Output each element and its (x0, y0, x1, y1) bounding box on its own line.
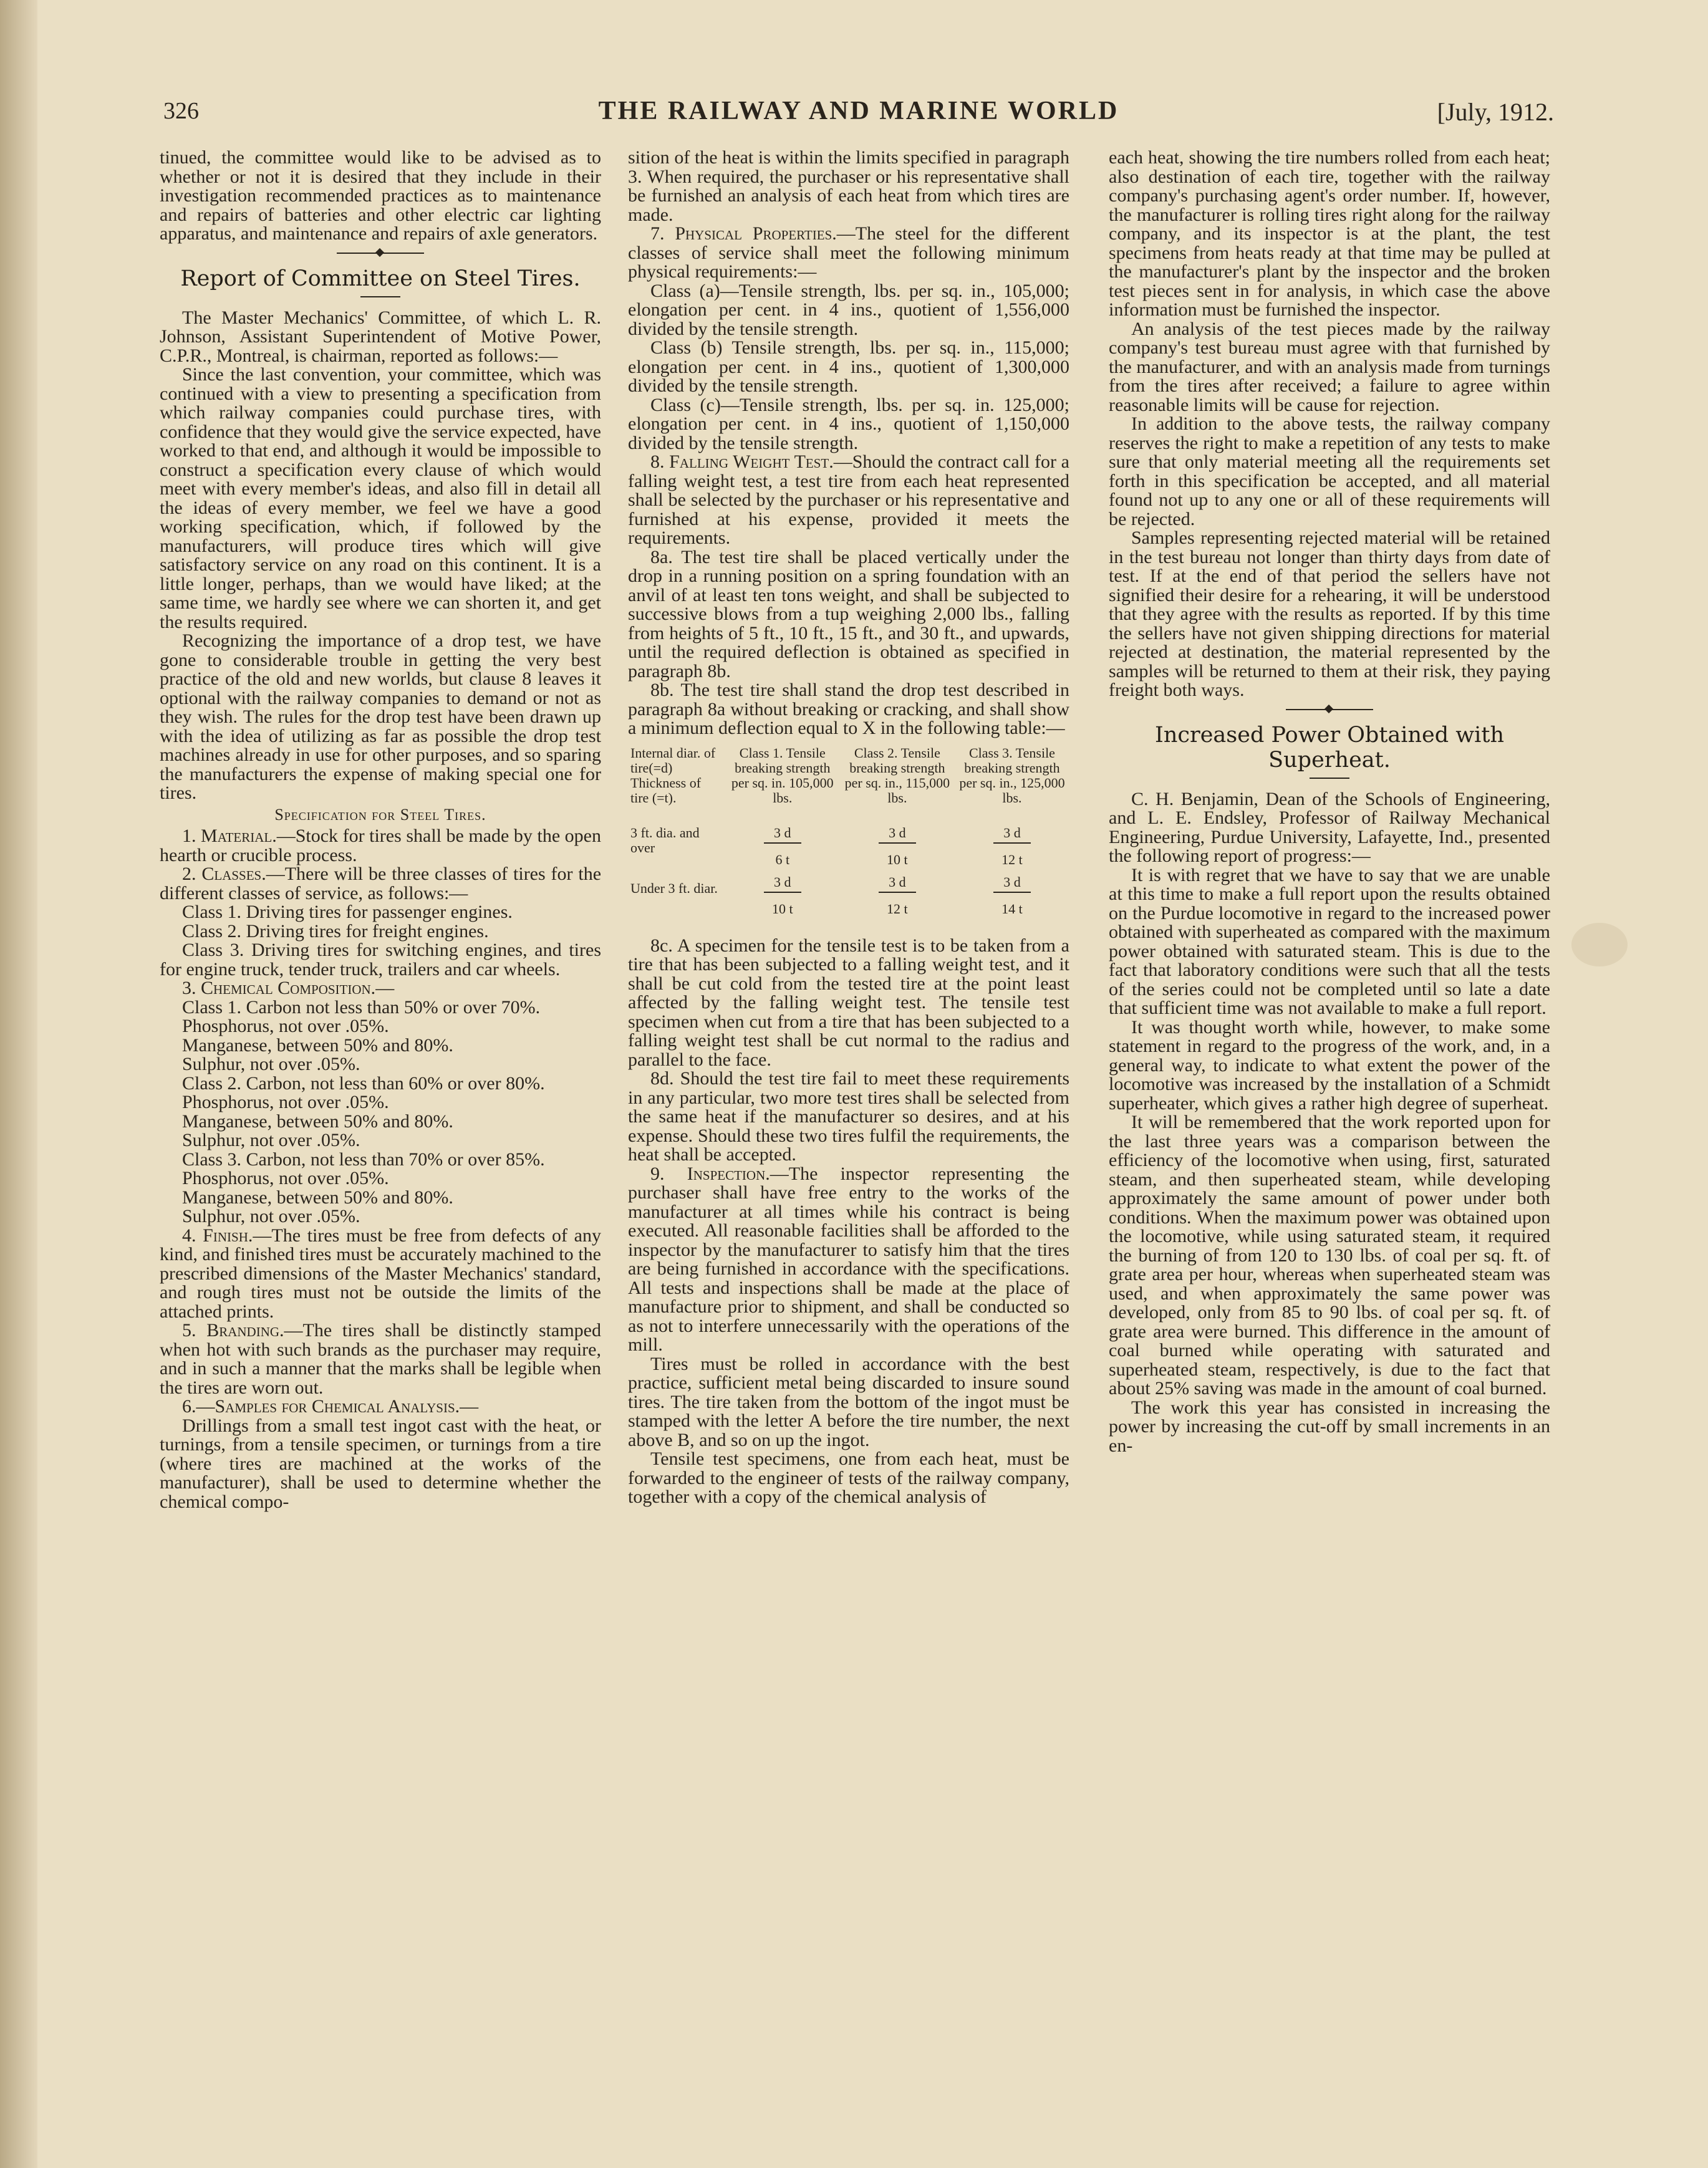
clause-text: —The tires shall be distinctly stamped when hot with such brands as the purchaser may require, and in such a manner that the marks shall be legible when the tires are worn out. (160, 1320, 601, 1398)
table-cell (725, 869, 840, 918)
clause-text: —The steel for the different classes of service shall meet the following minimum physical requirements:— (628, 223, 1069, 282)
paragraph: Drillings from a small test ingot cast with the heat, or turnings, from a tensile specimen, or turnings from a tire (where tires are machined at the works of the manufacturer), shall be used to determine whether the chemical compo- (160, 1415, 601, 1512)
clause (160, 1226, 601, 1322)
paper-stain (1571, 923, 1628, 966)
fraction (879, 875, 916, 917)
table-row (628, 807, 1069, 869)
list-item: Class 2. Driving tires for freight engines. (182, 920, 489, 942)
heading-rule (1310, 778, 1349, 779)
denominator: 10 t (771, 900, 793, 917)
list-item: Class (a)—Tensile strength, lbs. per sq. in., 105,000; elongation per cent. in 4 ins., quotient of 1,556,000 divided by the tensile strength. (628, 280, 1069, 339)
fraction (764, 875, 801, 917)
table-header-cell: Internal diar. of tire(=d) Thickness of tire (=t). (630, 744, 716, 806)
table-header-cell: Class 2. Tensile breaking strength per sq. in., 115,000 lbs. (844, 744, 950, 806)
clause-label: 5. Branding. (182, 1320, 284, 1341)
fraction (879, 826, 916, 867)
list-item: Class 2. Carbon, not less than 60% or over 80%. (182, 1072, 545, 1094)
paragraph: Recognizing the importance of a drop test, we have gone to considerable trouble in getting the very best practice of the old and new worlds, but clause 8 leaves it optional with the railway companies to demand or not as they wish. The rules for the drop test have been drawn up with the idea of utilizing as far as possible the drop test machines already in use for other purposes, and so sparing the manufacturers the expense of making special one for tires. (160, 630, 601, 803)
paragraph: 8c. A specimen for the tensile test is to be taken from a tire that has been subjected to a falling weight test, and it shall be cut cold from the tested tire at the point least affected by the falling weight test. The tensile test specimen when cut from a tire that has been subjected to a falling weight test shall be cut normal to the radius and parallel to the face. (628, 935, 1069, 1070)
table-cell (840, 869, 955, 918)
column-3 (1109, 148, 1550, 2144)
clause (160, 979, 601, 998)
heading-rule (360, 296, 400, 297)
clause-text: —Stock for tires shall be made by the open hearth or crucible process. (160, 826, 601, 865)
table-header-cell: Class 1. Tensile breaking strength per sq. in. 105,000 lbs. (731, 744, 834, 806)
list-item: Sulphur, not over .05%. (182, 1206, 360, 1226)
list-item: Sulphur, not over .05%. (182, 1130, 360, 1150)
list-item: Phosphorus, not over .05%. (182, 1016, 389, 1036)
table-header-row (628, 744, 1069, 807)
list-item: Manganese, between 50% and 80%. (182, 1034, 453, 1056)
list-item: Class (c)—Tensile strength, lbs. per sq. in. 125,000; elongation per cent. in 4 ins., quotient of 1,150,000 divided by the tensile strength. (628, 394, 1069, 453)
clause-text: — (375, 978, 395, 998)
article-heading: Increased Power Obtained with Superheat. (1155, 722, 1504, 773)
clause-label: 3. Chemical Composition. (182, 978, 376, 998)
table-cell (955, 807, 1069, 869)
clause (160, 827, 601, 865)
numerator: 3 d (993, 875, 1031, 893)
clause-text: — (460, 1396, 479, 1417)
table-row (628, 869, 1069, 918)
paragraph: sition of the heat is within the limits specified in paragraph 3. When required, the purchaser or his representative shall be furnished an analysis of each heat from which tires are made. (628, 148, 1069, 225)
paragraph: each heat, showing the tire numbers rolled from each heat; also destination of each tire, together with the railway company's purchasing agent's order number. If, however, the manufacturer is rolling tires right along for the railway company, and its inspector is at the plant, the test specimens from heats ready at that time may be pulled at the manufacturer's plant by the inspector and the broken test pieces sent in for analysis, in which case the above information must be furnished the inspector. (1109, 148, 1550, 320)
paragraph: It was thought worth while, however, to make some statement in regard to the progress of the work, and, in a general way, to indicate to what extent the power of the locomotive was increased by the installation of a Schmidt superheater, which gives a rather high degree of superheat. (1109, 1016, 1550, 1114)
table-row-label: Under 3 ft. diar. (630, 880, 718, 896)
numerator: 3 d (764, 826, 801, 844)
fraction (993, 826, 1031, 867)
denominator: 6 t (775, 851, 790, 867)
list-item: Phosphorus, not over .05%. (182, 1092, 389, 1112)
paragraph: In addition to the above tests, the railway company reserves the right to make a repetition of any tests to make sure that only material meeting all the requirements set forth in this specification be accepted, and all material found not up to any one or all of these requirements will be rejected. (1109, 413, 1550, 529)
page-header (163, 92, 1554, 136)
numerator: 3 d (993, 826, 1031, 844)
table-cell (840, 807, 955, 869)
clause-label: 6.—Samples for Chemical Analysis. (182, 1396, 460, 1417)
paragraph: Tensile test specimens, one from each heat, must be forwarded to the engineer of tests of the railway company, together with a copy of the chemical analysis of (628, 1448, 1069, 1507)
clause (628, 1165, 1069, 1355)
clause-label: 7. Physical Properties. (650, 223, 837, 244)
column-2 (628, 148, 1069, 2144)
clause-label: 8. Falling Weight Test. (650, 451, 834, 472)
paragraph: Tires must be rolled in accordance with the best practice, sufficient metal being discarded to insure sound tires. The tire taken from the bottom of the ingot must be stamped with the letter A before the tire number, the next above B, and so on up the ingot. (628, 1353, 1069, 1450)
clause-label: 1. Material. (182, 826, 277, 846)
page-binding-edge (0, 0, 37, 2168)
deflection-table (628, 744, 1069, 918)
paragraph: 8b. The test tire shall stand the drop test described in paragraph 8a without breaking or cracking, and shall show a minimum deflection equal to X in the following table:— (628, 680, 1069, 738)
table-cell (955, 869, 1069, 918)
issue-date: [July, 1912. (1437, 98, 1554, 126)
paragraph: Samples representing rejected material will be retained in the test bureau not longer than thirty days from date of test. If at the end of that period the sellers have not signified their desire for a rehearing, it will be understood that they agree with the results as reported. If by this time the sellers have not given shipping directions for material rejected at destination, the material represented by the samples will be returned to them at their risk, they paying freight both ways. (1109, 528, 1550, 700)
list-item: Class 3. Carbon, not less than 70% or over 85%. (182, 1149, 545, 1170)
table-cell (725, 807, 840, 869)
clause-text: —There will be three classes of tires for the different classes of service, as follows:— (160, 864, 601, 903)
paragraph: Since the last convention, your committee, which was continued with a view to presenting a specification from which railway companies could purchase tires, with confidence that they would give the service expected, have worked to that end, and although it would be impossible to construct a specification every clause of which would meet with every member's ideas, and also fill in detail all the ideas of every member, we feel we have a good working specification, which, if followed by the manufacturers, will produce tires which will give satisfactory service on any road on this continent. It is a little longer, perhaps, than we would have liked; at the same time, we hardly see where we can shorten it, and get the results required. (160, 364, 601, 632)
section-divider (337, 253, 424, 254)
paragraph: An analysis of the test pieces made by the railway company's test bureau must agree with that furnished by the manufacturer, and with an analysis made from turnings from the tires after received; a failure to agree within reasonable limits will be cause for rejection. (1109, 318, 1550, 415)
list-item: Manganese, between 50% and 80%. (182, 1187, 453, 1208)
publication-title: THE RAILWAY AND MARINE WORLD (598, 97, 1119, 125)
list-item: Manganese, between 50% and 80%. (182, 1110, 453, 1132)
clause (160, 865, 601, 903)
clause (628, 453, 1069, 548)
paragraph: It is with regret that we have to say that we are unable at this time to make a full report upon the results obtained on the Purdue locomotive in regard to the increased power obtained with superheated as compared with the maximum power obtained with saturated steam. This is due to the fact that laboratory conditions were such that all the tests of the series could not be completed until so late a date that sufficient time was not available to make a full report. (1109, 864, 1550, 1018)
list-item: Class (b) Tensile strength, lbs. per sq. in., 115,000; elongation per cent. in 4 ins., quotient of 1,300,000 divided by the tensile strength. (628, 337, 1069, 396)
clause (160, 1321, 601, 1397)
article-heading: Report of Committee on Steel Tires. (180, 266, 581, 291)
list-item: Class 3. Driving tires for switching engines, and tires for engine truck, tender truck, trailers and car wheels. (160, 940, 601, 980)
table-row-label: 3 ft. dia. and over (630, 824, 700, 855)
denominator: 12 t (887, 900, 908, 917)
denominator: 12 t (1001, 851, 1023, 867)
paragraph: tinued, the committee would like to be advised as to whether or not it is desired that they include in their investigation recommended practices as to maintenance and repairs of batteries and other electric car lighting apparatus, and maintenance and repairs of axle generators. (160, 148, 601, 244)
clause-text: —The tires must be free from defects of any kind, and finished tires must be accurately machined to the prescribed dimensions of the Master Mechanics' standard, and rough tires must not be outside the limits of the attached prints. (160, 1225, 601, 1322)
table-header-cell: Class 3. Tensile breaking strength per sq. in., 125,000 lbs. (959, 744, 1065, 806)
numerator: 3 d (764, 875, 801, 893)
list-item: Class 1. Carbon not less than 50% or over 70%. (182, 996, 541, 1018)
list-item: Sulphur, not over .05%. (182, 1054, 360, 1074)
clause (160, 1397, 601, 1417)
subheading: Specification for Steel Tires. (274, 805, 486, 824)
list-item: Phosphorus, not over .05%. (182, 1168, 389, 1188)
column-1 (160, 148, 601, 2144)
section-divider (1286, 709, 1373, 710)
numerator: 3 d (879, 875, 916, 893)
paragraph: The work this year has consisted in increasing the power by increasing the cut-off by small increments in an en- (1109, 1397, 1550, 1456)
clause-text: —Should the contract call for a falling weight test, a test tire from each heat represented shall be selected by the purchaser or his representative and furnished at his expense, provided it meets the requirements. (628, 451, 1069, 548)
denominator: 10 t (887, 851, 908, 867)
paragraph: 8a. The test tire shall be placed vertically under the drop in a running position on a spring foundation with an anvil of at least ten tons weight, and shall be subjected to successive blows from a tup weighing 2,000 lbs., falling from heights of 5 ft., 10 ft., 15 ft., and 30 ft., and upwards, until the required deflection is obtained as specified in paragraph 8b. (628, 546, 1069, 682)
paragraph: C. H. Benjamin, Dean of the Schools of Engineering, and L. E. Endsley, Professor of Railway Mechanical Engineering, Purdue University, Lafayette, Ind., presented the following report of progress:— (1109, 788, 1550, 866)
paragraph: 8d. Should the test tire fail to meet these requirements in any particular, two more test tires shall be selected from the same heat if the manufacturer so desires, and at his expense. Should these two tires fulfil the requirements, the heat shall be accepted. (628, 1068, 1069, 1165)
page-number: 326 (163, 98, 199, 124)
clause (628, 224, 1069, 282)
paragraph: It will be remembered that the work reported upon for the last three years was a comparison between the efficiency of the locomotive when using, first, saturated steam, and then superheated steam, while developing approximately the same amount of power under both conditions. When the maximum power was obtained upon the locomotive, while using saturated steam, it required the burning of from 120 to 130 lbs. of coal per sq. ft. of grate area per hour, whereas when superheated steam was used, and when approximately the same power was developed, only from 85 to 90 lbs. of coal per sq. ft. of grate area were burned. This difference in the amount of coal burned while operating with saturated and superheated steam, respectively, is due to the fact that about 25% saving was made in the amount of coal burned. (1109, 1112, 1550, 1399)
denominator: 14 t (1001, 900, 1023, 917)
fraction (993, 875, 1031, 917)
clause-label: 2. Classes. (182, 864, 266, 884)
paragraph: The Master Mechanics' Committee, of which L. R. Johnson, Assistant Superintendent of Motive Power, C.P.R., Montreal, is chairman, reported as follows:— (160, 307, 601, 366)
clause-label: 4. Finish. (182, 1225, 253, 1246)
list-item: Class 1. Driving tires for passenger engines. (182, 902, 513, 922)
numerator: 3 d (879, 826, 916, 844)
clause-text: —The inspector representing the purchaser shall have free entry to the works of the manufacturer at all times while his contract is being executed. All reasonable facilities shall be afforded to the inspector by the manufacturer to satisfy him that the tires are being furnished in accordance with the specifications. All tests and inspections shall be made at the place of manufacture prior to shipment, and shall be conducted so as not to interfere unnecessarily with the operations of the mill. (628, 1163, 1069, 1355)
fraction (764, 826, 801, 867)
clause-label: 9. Inspection. (650, 1163, 770, 1184)
